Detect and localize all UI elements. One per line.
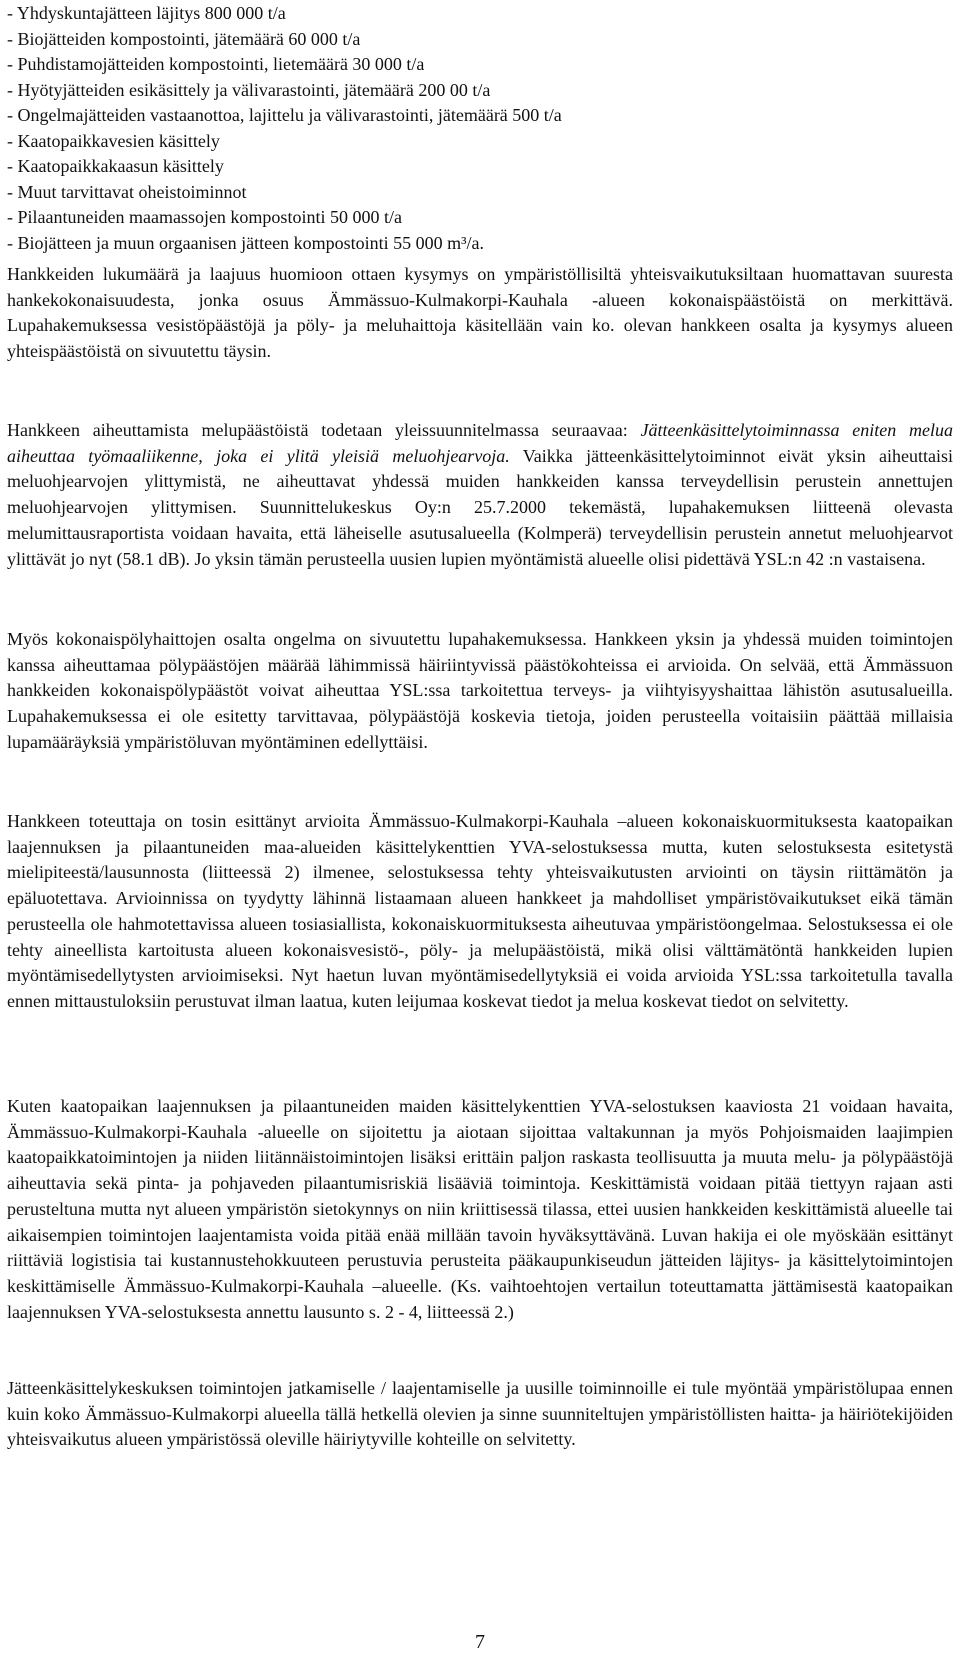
paragraph-total-load-assessment: Hankkeen toteuttaja on tosin esittänyt arvioita Ämmässuo-Kulmakorpi-Kauhala –alueen kokonaiskuormituksesta kaatopaikan laajennuksen ja pilaantuneiden maa-alueiden käsittelykenttien YVA-selostuksessa mutta, kuten selostuksesta esitetystä mielipiteestä/lausunnosta (liitteessä 2) ilmenee, selostuksessa tehty yhteisvaikutusten arviointi on täysin riittämätön ja epäluotettava. Arvioinnissa on tyydytty lähinnä listaamaan alueen hankkeet ja mahdolliset ympäristövaikutukset eikä tämän perusteella ole hahmotettavissa alueen tosiasiallista, kokonaiskuormituksesta aiheutuvaa ympäristöongelmaa. Selostuksessa ei ole tehty aineellista kartoitusta alueen kokonaisvesistö-, pöly- ja melupäästöistä, mikä olisi välttämätöntä hankkeiden lupien myöntämisedellytysten arvioimiseksi. Nyt haetun luvan myöntämisedellytyksiä ei voida arvioida YSL:ssa tarkoitetulla tavalla ennen mittaustuloksiin perustuvat ilman laatua, kuten leijumaa koskevat tiedot ja melua koskevat tiedot on selvitetty. xyxy=(7,811,953,1011)
activity-list xyxy=(7,1,953,256)
list-item: - Ongelmajätteiden vastaanottoa, lajittelu ja välivarastointi, jätemäärä 500 t/a xyxy=(7,105,562,125)
list-item: - Kaatopaikkavesien käsittely xyxy=(7,130,220,151)
paragraph-cumulative-impacts: Hankkeiden lukumäärä ja laajuus huomioon ottaen kysymys on ympäristöllisiltä yhteisvaikutuksiltaan huomattavan suuresta hankekokonaisuudesta, jonka osuus Ämmässuo-Kulmakorpi-Kauhala -alueen kokonaispäästöistä on merkittävä. Lupahakemuksessa vesistöpäästöjä ja pöly- ja meluhaittoja käsitellään vain ko. olevan hankkeen osalta ja kysymys alueen yhteispäästöistä on sivuutettu täysin. xyxy=(7,264,953,362)
paragraph-text: Vaikka jätteenkäsittelytoiminnot eivät yksin aiheuttaisi meluohjearvojen ylittymistä, ne aiheuttavat yhdessä muiden hankkeiden kanssa terveydellisin perustein annettujen meluohjearvojen ylittymisen. Suunnittelukeskus Oy:n 25.7.2000 tekemästä, lupahakemuksen liitteenä olevasta melumittausraportista voidaan havaita, että läheiselle asutusalueella (Kolmperä) terveydellisin perustein annetut meluohjearvot ylittävät jo nyt (58.1 dB). Jo yksin tämän perusteella uusien lupien myöntämistä alueelle olisi pidettävä YSL:n 42 :n vastaisena. xyxy=(7,445,953,569)
list-item: - Biojätteiden kompostointi, jätemäärä 60 000 t/a xyxy=(7,28,361,49)
paragraph-dust-emissions: Myös kokonaispölyhaittojen osalta ongelma on sivuutettu lupahakemuksessa. Hankkeen yksin ja yhdessä muiden toimintojen kanssa aiheuttamaa pölypäästöjen määrää lähimmissä häiriintyvissä päästökohteissa ei arvioida. On selvää, että Ämmässuon hankkeiden kokonaispölypäästöt voivat aiheuttaa YSL:ssa tarkoitettua terveys- ja viihtyisyyshaittaa lähistön asutusalueilla. Lupahakemuksessa ei ole esitetty tarvittavaa, pölypäästöjä koskevia tietoja, joiden perusteella voitaisiin päättää millaisia lupamääräyksiä ympäristöluvan myöntäminen edellyttäisi. xyxy=(7,629,953,752)
list-item: - Pilaantuneiden maamassojen kompostointi 50 000 t/a xyxy=(7,207,402,227)
paragraph-text: Hankkeen aiheuttamista melupäästöistä todetaan yleissuunnitelmassa seuraavaa: xyxy=(7,420,641,440)
paragraph-site-concentration: Kuten kaatopaikan laajennuksen ja pilaantuneiden maiden käsittelykenttien YVA-selostuksen kaaviosta 21 voidaan havaita, Ämmässuo-Kulmakorpi-Kauhala -alueelle on sijoitettu ja aiotaan sijoittaa valtakunnan ja myös Pohjoismaiden laajimpien kaatopaikkatoimintojen ja niiden liitännäistoimintojen lisäksi erittäin paljon raskasta teollisuutta ja muuta melu- ja pölypäästöjä aiheuttavia sekä pinta- ja pohjaveden pilaantumisriskiä lisääviä toimintoja. Keskittämistä voidaan pitää tiettyyn rajaan asti perusteltuna mutta nyt alueen ympäristön sietokynnys on niin kriittisessä tilassa, ettei uusien hankkeiden keskittämistä alueelle tai aikaisempien toimintojen laajentamista voida pitää enää millään tavoin hyväksyttävänä. Luvan hakija ei ole myöskään esittänyt riittäviä logistisia tai kustannustehokkuuteen perustuvia perusteita pääkaupunkiseudun jätteiden läjitys- ja käsittelytoimintojen keskittämiselle Ämmässuo-Kulmakorpi-Kauhala –alueelle. (Ks. vaihtoehtojen vertailun toteuttamatta jättämisestä kaatopaikan laajennuksen YVA-selostuksesta annettu lausunto s. 2 - 4, liitteessä 2.) xyxy=(7,1096,953,1322)
list-item: - Muut tarvittavat oheistoiminnot xyxy=(7,181,247,202)
list-item: - Yhdyskuntajätteen läjitys 800 000 t/a xyxy=(7,3,286,23)
paragraph-conclusion: Jätteenkäsittelykeskuksen toimintojen jatkamiselle / laajentamiselle ja uusille toiminnoille ei tule myöntää ympäristölupaa ennen kuin koko Ämmässuo-Kulmakorpi alueella tällä hetkellä olevien ja sinne suunniteltujen ympäristöllisten haitta- ja häiriötekijöiden yhteisvaikutus alueen ympäristössä oleville häiriytyville kohteille on selvitetty. xyxy=(7,1378,953,1450)
list-item: - Biojätteen ja muun orgaanisen jätteen kompostointi 55 000 m³/a. xyxy=(7,232,484,253)
list-item: - Hyötyjätteiden esikäsittely ja välivarastointi, jätemäärä 200 00 t/a xyxy=(7,79,491,100)
paragraph-noise-emissions xyxy=(7,418,953,572)
page-number: 7 xyxy=(475,1631,485,1653)
list-item: - Kaatopaikkakaasun käsittely xyxy=(7,156,224,176)
quoted-text: Jätteenkäsittelytoiminnassa eniten melua aiheuttaa työmaaliikenne, joka ei ylitä yleisiä meluohjearvoja. xyxy=(7,420,953,466)
list-item: - Puhdistamojätteiden kompostointi, lietemäärä 30 000 t/a xyxy=(7,54,425,74)
